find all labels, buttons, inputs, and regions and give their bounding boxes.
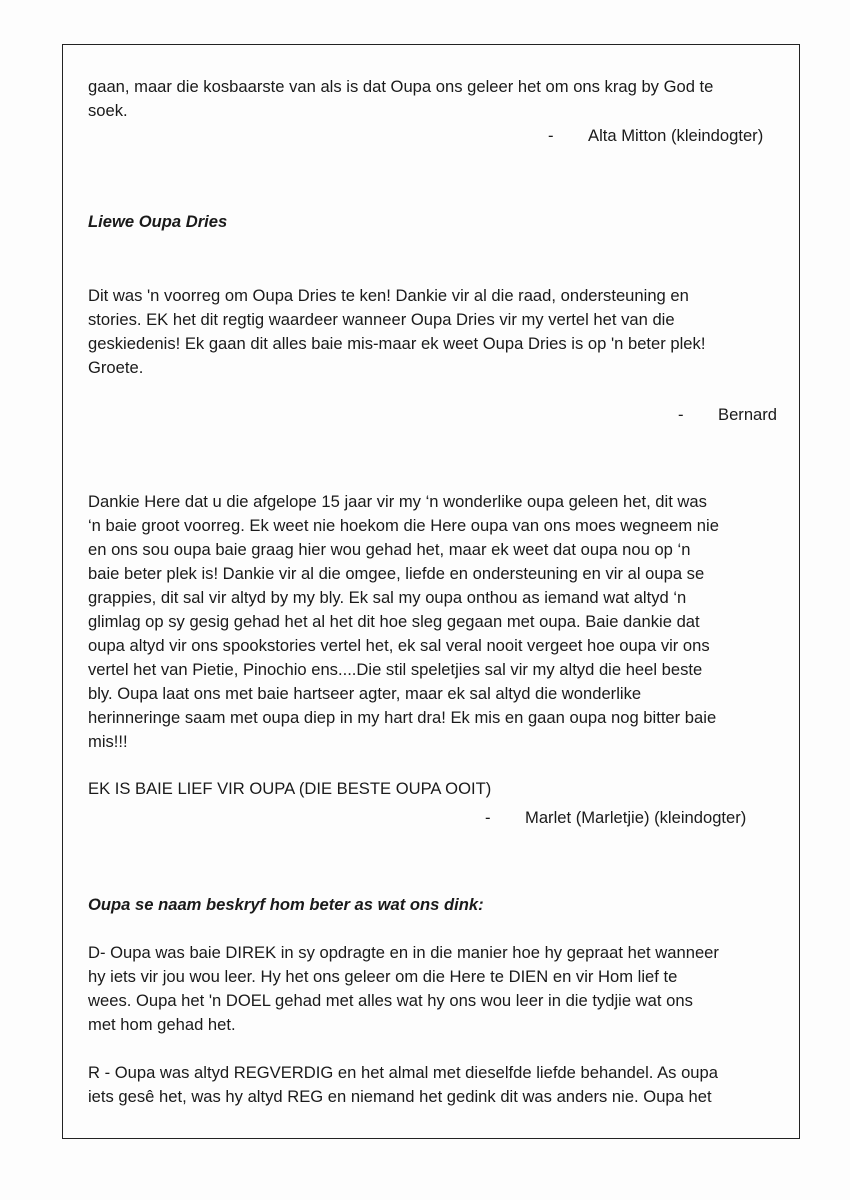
text-line: iets gesê het, was hy altyd REG en niemand het gedink dit was anders nie. Oupa het <box>88 1087 712 1106</box>
text-line: Dankie Here dat u die afgelope 15 jaar vir my ‘n wonderlike oupa geleen het, dit was <box>88 492 707 511</box>
text-line: Dit was 'n voorreg om Oupa Dries te ken! Dankie vir al die raad, ondersteuning en <box>88 286 689 305</box>
letter-marlet-closing: EK IS BAIE LIEF VIR OUPA (DIE BESTE OUPA OOIT) <box>88 779 492 798</box>
text-line: gaan, maar die kosbaarste van als is dat Oupa ons geleer het om ons krag by God te <box>88 77 714 96</box>
text-line: R - Oupa was altyd REGVERDIG en het almal met dieselfde liefde behandel. As oupa <box>88 1063 718 1082</box>
section-naam-paragraph-d <box>88 941 788 1037</box>
text-line: ‘n baie groot voorreg. Ek weet nie hoekom die Here oupa van ons moes wegneem nie <box>88 516 719 535</box>
signature-name: Alta Mitton (kleindogter) <box>588 126 764 145</box>
signature-name: Bernard <box>718 405 778 424</box>
text-line: herinneringe saam met oupa diep in my hart dra! Ek mis en gaan oupa nog bitter baie <box>88 708 717 727</box>
text-line: glimlag op sy gesig gehad het al het dit hoe sleg gegaan met oupa. Baie dankie dat <box>88 612 700 631</box>
text-line: mis!!! <box>88 732 128 751</box>
heading-liewe-oupa-dries: Liewe Oupa Dries <box>88 212 228 231</box>
signature-dash: - <box>678 405 684 424</box>
text-line: grappies, dit sal vir altyd by my bly. Ek sal my oupa onthou as iemand wat altyd ‘n <box>88 588 687 607</box>
letter-alta-body <box>88 75 788 123</box>
letter-bernard-body <box>88 284 788 380</box>
section-naam-paragraph-r <box>88 1061 788 1109</box>
text-line: geskiedenis! Ek gaan dit alles baie mis-maar ek weet Oupa Dries is op 'n beter plek! <box>88 334 706 353</box>
text-line: vertel het van Pietie, Pinochio ens....Die stil speletjies sal vir my altyd die heel beste <box>88 660 703 679</box>
text-line: wees. Oupa het 'n DOEL gehad met alles wat hy ons wou leer in die tydjie wat ons <box>88 991 693 1010</box>
text-line: en ons sou oupa baie graag hier wou gehad het, maar ek weet dat oupa nou op ‘n <box>88 540 691 559</box>
signature-dash: - <box>548 126 554 145</box>
signature-marlet <box>485 806 746 830</box>
text-line: oupa altyd vir ons spookstories vertel het, ek sal veral nooit vergeet hoe oupa vir ons <box>88 636 710 655</box>
signature-dash: - <box>485 808 491 827</box>
letter-marlet-body <box>88 490 788 754</box>
text-line: met hom gehad het. <box>88 1015 236 1034</box>
text-line: Groete. <box>88 358 144 377</box>
heading-oupa-se-naam: Oupa se naam beskryf hom beter as wat ons dink: <box>88 895 484 914</box>
text-line: bly. Oupa laat ons met baie hartseer agter, maar ek sal altyd die wonderlike <box>88 684 642 703</box>
text-line: stories. EK het dit regtig waardeer wanneer Oupa Dries vir my vertel het van die <box>88 310 675 329</box>
signature-name: Marlet (Marletjie) (kleindogter) <box>525 808 747 827</box>
text-line: soek. <box>88 101 128 120</box>
text-line: D- Oupa was baie DIREK in sy opdragte en in die manier hoe hy gepraat het wanneer <box>88 943 719 962</box>
signature-bernard <box>678 403 777 427</box>
text-line: baie beter plek is! Dankie vir al die omgee, liefde en ondersteuning en vir al oupa se <box>88 564 705 583</box>
text-line: hy iets vir jou wou leer. Hy het ons geleer om die Here te DIEN en vir Hom lief te <box>88 967 678 986</box>
signature-alta <box>548 124 763 148</box>
